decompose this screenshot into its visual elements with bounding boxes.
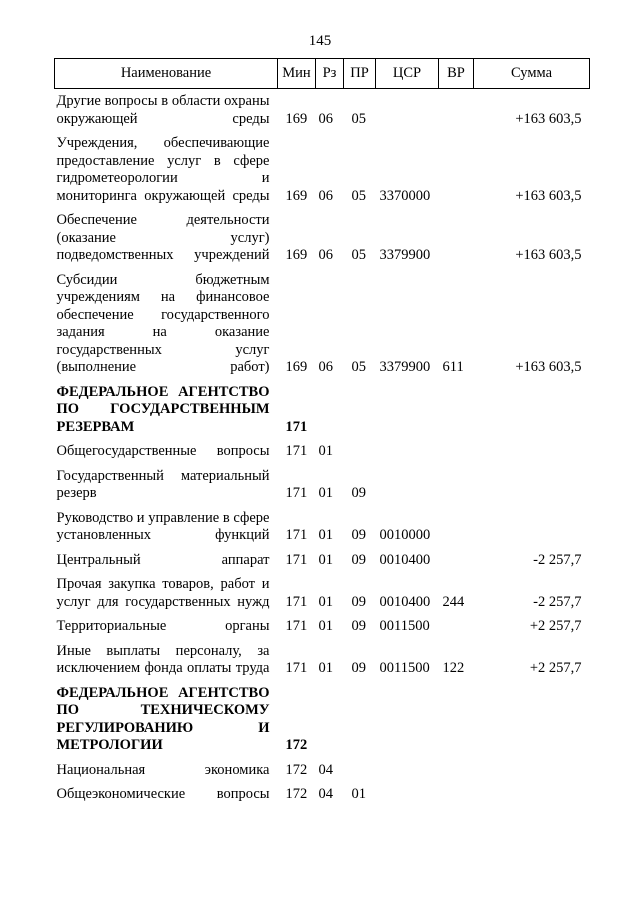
cell-csr bbox=[376, 779, 439, 804]
cell-vr bbox=[439, 611, 474, 636]
cell-sum: -2 257,7 bbox=[533, 551, 582, 568]
cell-name: Другие вопросы в области охраны окружающей среды bbox=[56, 93, 270, 127]
cell-name: Руководство и управление в сфере установленных функций bbox=[56, 509, 270, 543]
header-rz: Рз bbox=[316, 59, 344, 89]
cell-name: Общегосударственные вопросы bbox=[56, 443, 270, 459]
cell-sum bbox=[474, 503, 590, 545]
cell-csr: 3370000 bbox=[379, 187, 431, 204]
cell-min: 171 bbox=[285, 551, 308, 568]
page-number: 145 bbox=[308, 33, 332, 49]
cell-csr: 0010400 bbox=[379, 593, 431, 610]
cell-csr bbox=[376, 755, 439, 780]
cell-pr: 09 bbox=[351, 618, 366, 634]
cell-pr bbox=[344, 436, 376, 461]
cell-rz: 04 bbox=[318, 786, 333, 802]
cell-min: 169 bbox=[285, 187, 308, 204]
cell-csr: 3379900 bbox=[379, 247, 431, 263]
cell-name: ФЕДЕРАЛЬНОЕ АГЕНТСТВО ПО ГОСУДАРСТВЕННЫМ РЕЗЕРВАМ bbox=[56, 383, 270, 435]
cell-vr bbox=[439, 436, 474, 461]
cell-min: 171 bbox=[285, 593, 308, 610]
cell-pr: 05 bbox=[351, 247, 366, 263]
budget-table bbox=[54, 58, 589, 804]
cell-csr bbox=[376, 377, 439, 437]
cell-pr: 05 bbox=[351, 110, 366, 127]
cell-pr: 09 bbox=[351, 551, 366, 568]
cell-min: 169 bbox=[285, 247, 308, 263]
cell-rz: 01 bbox=[318, 660, 333, 676]
cell-rz: 01 bbox=[318, 593, 333, 610]
cell-name: Территориальные органы bbox=[56, 618, 270, 634]
header-min: Мин bbox=[278, 59, 316, 89]
cell-name: Общеэкономические вопросы bbox=[56, 786, 270, 802]
cell-rz: 06 bbox=[318, 359, 333, 375]
cell-rz bbox=[316, 678, 344, 755]
cell-min: 172 bbox=[285, 737, 308, 753]
cell-csr: 0010000 bbox=[379, 527, 431, 543]
table-row bbox=[55, 636, 590, 678]
table-row bbox=[55, 678, 590, 755]
cell-sum bbox=[474, 436, 590, 461]
cell-sum bbox=[474, 779, 590, 804]
table-row bbox=[55, 461, 590, 503]
table-row bbox=[55, 377, 590, 437]
cell-sum: +2 257,7 bbox=[529, 618, 582, 634]
cell-min: 172 bbox=[285, 761, 308, 778]
cell-min: 172 bbox=[285, 786, 308, 802]
cell-vr: 244 bbox=[442, 593, 465, 610]
cell-sum bbox=[474, 755, 590, 780]
cell-name: Прочая закупка товаров, работ и услуг для государственных нужд bbox=[56, 576, 270, 610]
cell-csr bbox=[376, 678, 439, 755]
table-row bbox=[55, 779, 590, 804]
cell-csr bbox=[376, 89, 439, 129]
table-header-row bbox=[55, 59, 590, 89]
cell-rz: 01 bbox=[318, 618, 333, 634]
cell-name: Обеспечение деятельности (оказание услуг) подведомственных учреждений bbox=[56, 212, 270, 263]
cell-rz: 01 bbox=[318, 485, 333, 501]
cell-min: 169 bbox=[285, 110, 308, 127]
cell-pr bbox=[344, 377, 376, 437]
header-name: Наименование bbox=[55, 59, 278, 89]
header-sum: Сумма bbox=[474, 59, 590, 89]
cell-min: 171 bbox=[285, 618, 308, 634]
cell-vr bbox=[439, 545, 474, 570]
cell-rz bbox=[316, 377, 344, 437]
cell-csr bbox=[376, 436, 439, 461]
cell-vr bbox=[439, 678, 474, 755]
cell-name: Центральный аппарат bbox=[56, 551, 270, 568]
table-row bbox=[55, 611, 590, 636]
cell-min: 171 bbox=[285, 443, 308, 459]
cell-vr: 122 bbox=[442, 660, 465, 676]
cell-pr bbox=[344, 755, 376, 780]
cell-rz: 06 bbox=[318, 110, 333, 127]
table-row bbox=[55, 545, 590, 570]
table-row bbox=[55, 755, 590, 780]
cell-pr: 05 bbox=[351, 359, 366, 375]
cell-rz: 04 bbox=[318, 761, 333, 778]
cell-sum: -2 257,7 bbox=[533, 593, 582, 610]
cell-min: 171 bbox=[285, 527, 308, 543]
cell-name: Национальная экономика bbox=[56, 761, 270, 778]
cell-name: Учреждения, обеспечивающие предоставление услуг в сфере гидрометеорологии и мониторинга окружающей среды bbox=[56, 135, 270, 204]
cell-csr: 3379900 bbox=[379, 359, 431, 375]
header-vr: ВР bbox=[439, 59, 474, 89]
table-row bbox=[55, 205, 590, 265]
cell-rz: 06 bbox=[318, 247, 333, 263]
cell-sum: +2 257,7 bbox=[529, 660, 582, 676]
table-row bbox=[55, 89, 590, 129]
cell-rz: 01 bbox=[318, 527, 333, 543]
cell-pr: 05 bbox=[351, 187, 366, 204]
header-pr: ПР bbox=[344, 59, 376, 89]
cell-csr: 0010400 bbox=[379, 551, 431, 568]
cell-csr: 0011500 bbox=[379, 618, 430, 634]
cell-sum bbox=[474, 377, 590, 437]
cell-vr bbox=[439, 779, 474, 804]
cell-rz: 06 bbox=[318, 187, 333, 204]
cell-rz: 01 bbox=[318, 551, 333, 568]
cell-name: Субсидии бюджетным учреждениям на финансовое обеспечение государственного задания на оказание государственных услуг (выполнение работ) bbox=[56, 271, 270, 375]
cell-sum bbox=[474, 678, 590, 755]
cell-name: Государственный материальный резерв bbox=[56, 467, 270, 501]
cell-pr: 09 bbox=[351, 527, 366, 543]
table-row bbox=[55, 265, 590, 377]
cell-vr bbox=[439, 205, 474, 265]
cell-name: Иные выплаты персоналу, за исключением фонда оплаты труда bbox=[56, 642, 270, 676]
cell-csr: 0011500 bbox=[379, 660, 430, 676]
cell-min: 169 bbox=[285, 359, 308, 375]
cell-vr bbox=[439, 377, 474, 437]
cell-pr: 09 bbox=[351, 485, 366, 501]
cell-vr bbox=[439, 89, 474, 129]
cell-min: 171 bbox=[285, 485, 308, 501]
cell-vr bbox=[439, 755, 474, 780]
cell-pr: 09 bbox=[351, 593, 366, 610]
cell-sum: +163 603,5 bbox=[515, 187, 582, 204]
table-row bbox=[55, 569, 590, 611]
table-row bbox=[55, 436, 590, 461]
cell-vr bbox=[439, 128, 474, 205]
cell-vr bbox=[439, 461, 474, 503]
cell-vr bbox=[439, 503, 474, 545]
cell-min: 171 bbox=[285, 418, 308, 435]
cell-min: 171 bbox=[285, 660, 308, 676]
cell-sum: +163 603,5 bbox=[515, 110, 582, 127]
cell-pr: 01 bbox=[351, 786, 366, 802]
cell-sum: +163 603,5 bbox=[515, 247, 582, 263]
cell-csr bbox=[376, 461, 439, 503]
cell-rz: 01 bbox=[318, 443, 333, 459]
cell-name: ФЕДЕРАЛЬНОЕ АГЕНТСТВО ПО ТЕХНИЧЕСКОМУ РЕГУЛИРОВАНИЮ И МЕТРОЛОГИИ bbox=[56, 684, 270, 753]
cell-sum: +163 603,5 bbox=[515, 359, 582, 375]
cell-pr bbox=[344, 678, 376, 755]
cell-pr: 09 bbox=[351, 660, 366, 676]
header-csr: ЦСР bbox=[376, 59, 439, 89]
cell-sum bbox=[474, 461, 590, 503]
table-row bbox=[55, 128, 590, 205]
cell-vr: 611 bbox=[442, 359, 464, 375]
table-row bbox=[55, 503, 590, 545]
